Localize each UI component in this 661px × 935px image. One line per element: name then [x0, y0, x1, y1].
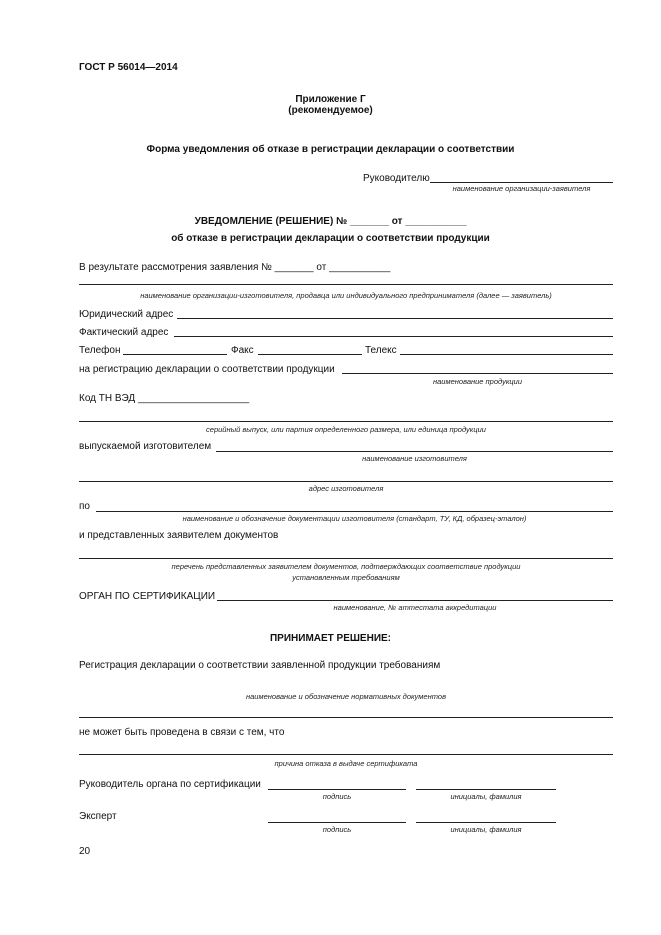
documentation-line[interactable]	[96, 511, 613, 512]
telex-line[interactable]	[400, 354, 613, 355]
certification-body-line[interactable]	[217, 600, 613, 601]
documents-hint-1: перечень представленных заявителем документов, подтверждающих соответствие продукции	[171, 562, 521, 571]
decision-heading: ПРИНИМАЕТ РЕШЕНИЕ:	[269, 633, 392, 644]
form-title: Форма уведомления об отказе в регистрации декларации о соответствии	[146, 144, 515, 155]
actual-address-label: Фактический адрес	[79, 327, 169, 338]
certification-body-hint: наименование, № аттестата аккредитации	[333, 603, 497, 612]
manufacturer-address-hint: адрес изготовителя	[308, 484, 384, 493]
appendix-title: Приложение Г	[295, 94, 366, 105]
documents-presented-label: и представленных заявителем документов	[79, 530, 279, 541]
expert-signature-label: Эксперт	[79, 811, 117, 822]
expert-name-line[interactable]	[416, 822, 556, 823]
fax-line[interactable]	[258, 354, 362, 355]
normative-hint: наименование и обозначение нормативных документов	[246, 692, 446, 701]
legal-address-label: Юридический адрес	[79, 309, 174, 320]
notice-title: УВЕДОМЛЕНИЕ (РЕШЕНИЕ) № _______ от ___________	[194, 216, 467, 227]
phone-line[interactable]	[123, 354, 227, 355]
tn-ved-label: Код ТН ВЭД ____________________	[79, 393, 250, 404]
phone-label: Телефон	[79, 345, 121, 356]
documents-line[interactable]	[79, 558, 613, 559]
product-hint: наименование продукции	[432, 377, 522, 386]
standard-header: ГОСТ Р 56014—2014	[79, 62, 178, 73]
applicant-line[interactable]	[79, 284, 613, 285]
expert-signature-hint: подпись	[322, 825, 352, 834]
application-review-text: В результате рассмотрения заявления № _______ от ___________	[79, 262, 391, 273]
head-name-hint: инициалы, фамилия	[450, 792, 522, 801]
expert-name-hint: инициалы, фамилия	[450, 825, 522, 834]
reason-hint: причина отказа в выдаче сертификата	[274, 759, 418, 768]
recipient-label: Руководителю	[363, 173, 430, 184]
applicant-hint: наименование организации-изготовителя, продавца или индивидуального предпринимателя (далее — заявитель)	[140, 291, 552, 300]
according-to-label: по	[79, 501, 90, 512]
registration-request-label: на регистрацию декларации о соответствии продукции	[79, 364, 335, 375]
fax-label: Факс	[231, 345, 254, 356]
recipient-hint: наименование организации-заявителя	[452, 184, 591, 193]
product-line[interactable]	[342, 373, 613, 374]
telex-label: Телекс	[365, 345, 397, 356]
recipient-line[interactable]	[430, 182, 613, 183]
head-signature-line[interactable]	[268, 789, 406, 790]
certification-body-label: ОРГАН ПО СЕРТИФИКАЦИИ	[79, 591, 216, 602]
head-signature-label: Руководитель органа по сертификации	[79, 779, 261, 790]
legal-address-line[interactable]	[177, 318, 613, 319]
manufacturer-address-line[interactable]	[79, 481, 613, 482]
actual-address-line[interactable]	[174, 336, 613, 337]
batch-hint: серийный выпуск, или партия определенного размера, или единица продукции	[206, 425, 486, 434]
appendix-subtitle: (рекомендуемое)	[288, 105, 373, 116]
documentation-hint: наименование и обозначение документации изготовителя (стандарт, ТУ, КД, образец-эталон)	[182, 514, 527, 523]
cannot-be-done-text: не может быть проведена в связи с тем, что	[79, 727, 285, 738]
registration-text: Регистрация декларации о соответствии заявленной продукции требованиям	[79, 660, 441, 671]
manufacturer-line[interactable]	[216, 451, 613, 452]
manufacturer-label: выпускаемой изготовителем	[79, 441, 212, 452]
documents-hint-2: установленным требованиям	[292, 573, 400, 582]
expert-signature-line[interactable]	[268, 822, 406, 823]
head-name-line[interactable]	[416, 789, 556, 790]
head-signature-hint: подпись	[322, 792, 352, 801]
manufacturer-hint: наименование изготовителя	[362, 454, 467, 463]
notice-subtitle: об отказе в регистрации декларации о соответствии продукции	[171, 233, 490, 244]
reason-line[interactable]	[79, 754, 613, 755]
normative-line[interactable]	[79, 717, 613, 718]
batch-line[interactable]	[79, 421, 613, 422]
page-number: 20	[79, 846, 91, 857]
